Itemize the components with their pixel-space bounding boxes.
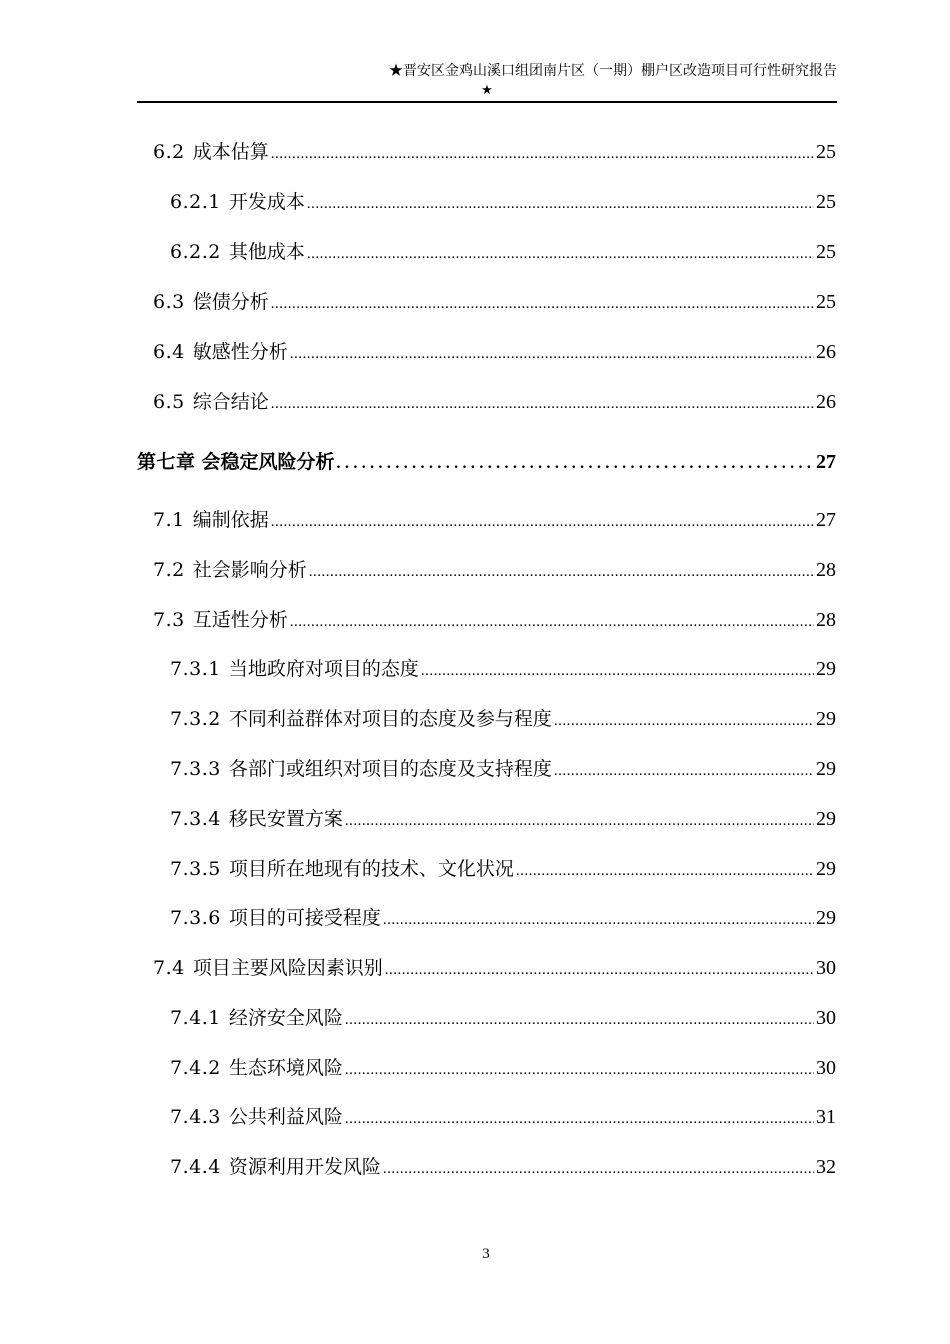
toc-entry-number: 7.3.4: [170, 808, 221, 830]
toc-entry[interactable]: [170, 1155, 836, 1181]
toc-entry[interactable]: [170, 857, 836, 883]
toc-leader-dots: [345, 1107, 814, 1131]
toc-leader-dots: [307, 192, 814, 216]
toc-entry-number: 7.4.2: [170, 1057, 221, 1079]
toc-entry[interactable]: [170, 657, 836, 683]
toc-entry-number: 6.3: [153, 291, 185, 313]
toc-entry-page: 30: [816, 957, 836, 979]
toc-entry[interactable]: [137, 450, 836, 476]
toc-entry[interactable]: [170, 807, 836, 833]
toc-entry-number: 7.4.4: [170, 1156, 221, 1178]
toc-entry-number: 7.3: [153, 609, 185, 631]
toc-entry-number: 7.3.6: [170, 907, 221, 929]
toc-entry-page: 25: [816, 141, 836, 163]
toc-leader-dots: [554, 759, 814, 783]
toc-entry-title: 项目的可接受程度: [228, 907, 381, 929]
toc-entry-title: 互适性分析: [192, 609, 288, 631]
toc-leader-dots: [271, 292, 814, 316]
toc-entry-number: 6.2.2: [170, 241, 221, 263]
toc-leader-dots: [516, 859, 814, 883]
toc-entry-page: 27: [816, 451, 836, 473]
toc-entry-title: 编制依据: [192, 509, 269, 531]
toc-entry-page: 28: [816, 559, 836, 581]
toc-leader-dots: [290, 342, 814, 366]
toc-entry-page: 29: [816, 858, 836, 880]
toc-entry-page: 26: [816, 391, 836, 413]
toc-leader-dots: [421, 659, 814, 683]
toc-entry-title: 综合结论: [192, 391, 269, 413]
toc-entry-title: 社会影响分析: [192, 559, 307, 581]
toc-leader-dots: [383, 1157, 814, 1181]
toc-entry[interactable]: [153, 140, 836, 166]
toc-entry-number: 7.4: [153, 957, 185, 979]
toc-leader-dots: [307, 242, 814, 266]
toc-entry-page: 29: [816, 907, 836, 929]
toc-entry[interactable]: [153, 956, 836, 982]
toc-entry-page: 30: [816, 1057, 836, 1079]
header-title: ★晋安区金鸡山溪口组团南片区（一期）棚户区改造项目可行性研究报告: [389, 63, 837, 79]
toc-entry-title: 各部门或组织对项目的态度及支持程度: [228, 758, 552, 780]
toc-entry-title: 移民安置方案: [228, 808, 343, 830]
toc-entry-title: 项目所在地现有的技术、文化状况: [228, 858, 514, 880]
toc-entry[interactable]: [153, 608, 836, 634]
toc-leader-dots: [554, 709, 814, 733]
toc-entry-number: 7.4.1: [170, 1007, 221, 1029]
toc-entry-page: 29: [816, 808, 836, 830]
toc-entry-page: 27: [816, 509, 836, 531]
toc-entry-title: 偿债分析: [192, 291, 269, 313]
toc-leader-dots: [345, 809, 814, 833]
toc-leader-dots: [290, 610, 814, 634]
toc-entry-title: 敏感性分析: [192, 341, 288, 363]
toc-leader-dots: [271, 142, 814, 166]
toc-entry-title: 资源利用开发风险: [228, 1156, 381, 1178]
toc-entry-page: 25: [816, 291, 836, 313]
toc-entry-number: 6.2: [153, 141, 185, 163]
toc-leader-dots: [337, 452, 814, 476]
toc-entry-title: 项目主要风险因素识别: [192, 957, 383, 979]
toc-entry-number: 6.2.1: [170, 191, 221, 213]
header-rule: [137, 101, 837, 103]
toc-entry-title: 当地政府对项目的态度: [228, 658, 419, 680]
toc-entry[interactable]: [170, 906, 836, 932]
toc-entry-page: 31: [816, 1106, 836, 1128]
toc-entry-number: 7.4.3: [170, 1106, 221, 1128]
toc-entry-title: 成本估算: [192, 141, 269, 163]
toc-entry-page: 29: [816, 658, 836, 680]
toc-entry-page: 25: [816, 241, 836, 263]
toc-entry[interactable]: [170, 707, 836, 733]
toc-entry[interactable]: [153, 390, 836, 416]
toc-entry[interactable]: [170, 240, 836, 266]
toc-entry[interactable]: [170, 1006, 836, 1032]
page-number: 3: [482, 1246, 490, 1262]
toc-entry-number: 7.3.1: [170, 658, 221, 680]
toc-leader-dots: [271, 392, 814, 416]
toc-leader-dots: [345, 1058, 814, 1082]
toc-entry-number: 第七章: [137, 451, 196, 473]
toc-entry-page: 29: [816, 708, 836, 730]
toc-entry-title: 生态环境风险: [228, 1057, 343, 1079]
toc-entry-page: 28: [816, 609, 836, 631]
toc-leader-dots: [309, 560, 814, 584]
toc-entry-number: 7.3.5: [170, 858, 221, 880]
header-star: ★: [481, 83, 493, 98]
toc-entry-number: 7.3.2: [170, 708, 221, 730]
toc-entry[interactable]: [170, 1056, 836, 1082]
toc-entry[interactable]: [170, 190, 836, 216]
toc-entry-number: 7.2: [153, 559, 185, 581]
toc-entry-page: 26: [816, 341, 836, 363]
toc-entry-page: 30: [816, 1007, 836, 1029]
page-header: [137, 62, 837, 97]
toc-entry-page: 29: [816, 758, 836, 780]
toc-leader-dots: [271, 510, 814, 534]
toc-entry-title: 不同利益群体对项目的态度及参与程度: [228, 708, 552, 730]
toc-entry[interactable]: [170, 757, 836, 783]
toc-entry[interactable]: [153, 558, 836, 584]
toc-entry-title: 经济安全风险: [228, 1007, 343, 1029]
toc-entry-number: 6.4: [153, 341, 185, 363]
toc-entry[interactable]: [153, 340, 836, 366]
toc-entry[interactable]: [153, 508, 836, 534]
toc-entry-title: 公共利益风险: [228, 1106, 343, 1128]
toc-entry[interactable]: [170, 1105, 836, 1131]
toc-entry-number: 6.5: [153, 391, 185, 413]
toc-entry-number: 7.1: [153, 509, 185, 531]
toc-entry-title: 开发成本: [228, 191, 305, 213]
toc-leader-dots: [385, 958, 814, 982]
toc-entry-page: 32: [816, 1156, 836, 1178]
toc-entry-title: 会稳定风险分析: [201, 451, 335, 473]
toc-leader-dots: [345, 1008, 814, 1032]
toc-leader-dots: [383, 908, 814, 932]
toc-entry-number: 7.3.3: [170, 758, 221, 780]
toc-entry-title: 其他成本: [228, 241, 305, 263]
toc-entry-page: 25: [816, 191, 836, 213]
toc-entry[interactable]: [153, 290, 836, 316]
